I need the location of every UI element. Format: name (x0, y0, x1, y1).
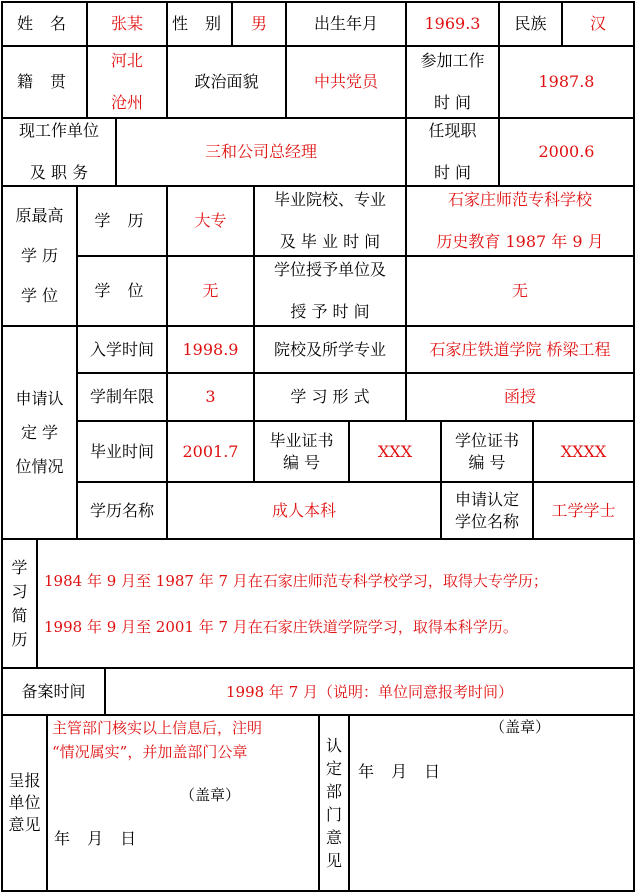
grad-school-label (255, 187, 405, 255)
auth-opinion-char2: 定 (325, 759, 342, 778)
unit-value: 三和公司总经理 (204, 142, 317, 161)
gender-label: 性 别 (171, 14, 228, 33)
grad-time-value: 2001.7 (182, 441, 239, 461)
post-time-label (407, 119, 498, 185)
submit-opinion-line2: 单位 (8, 793, 41, 812)
auth-date: 年 月 日 (358, 762, 447, 781)
entry-time-value: 1998.9 (182, 339, 239, 359)
edu-level-label: 学 历 (94, 211, 150, 230)
edu-name-value: 成人本科 (271, 500, 336, 520)
resume-label-char1: 学 (11, 557, 28, 577)
filing-time-value: 1998 年 7 月（说明：单位同意报考时间） (225, 682, 514, 701)
resume-line-1: 1984 年 9 月至 1987 年 7 月在石家庄师范专科学校学习，取得大专学历； (44, 572, 548, 590)
auth-opinion-char3: 部 (325, 782, 342, 801)
submit-opinion-label (3, 716, 46, 890)
apply-degree-label-line2: 学位名称 (454, 511, 519, 531)
birth-label: 出生年月 (313, 14, 378, 33)
grad-cert-label-line2: 编 号 (282, 452, 321, 472)
ethnic-label: 民族 (514, 14, 547, 33)
native-city: 沧州 (110, 93, 143, 112)
apply-degree-label (442, 483, 532, 538)
degree-grant-label-line1: 学位授予单位及 (273, 260, 386, 279)
submit-opinion-line3: 意见 (8, 815, 41, 834)
degree-cert-label (442, 422, 532, 481)
auth-seal: （盖章） (489, 718, 550, 736)
grad-time-label: 毕业时间 (89, 441, 154, 461)
apply-degree-label-line1: 申请认定 (454, 489, 519, 509)
resume-label-char3: 简 (11, 605, 28, 625)
work-start-value: 1987.8 (538, 72, 595, 91)
apply-label-line3: 位情况 (15, 456, 64, 476)
school-major-value: 石家庄铁道学院 桥梁工程 (429, 339, 611, 359)
submit-seal: （盖章） (179, 786, 240, 804)
post-time-label-line2: 时 间 (433, 163, 472, 182)
resume-line-2: 1998 年 9 月至 2001 年 7 月在石家庄铁道学院学习，取得本科学历。 (44, 618, 518, 636)
auth-opinion-label (320, 716, 348, 890)
filing-time-label: 备案时间 (21, 681, 86, 701)
grad-school-value (407, 187, 633, 255)
grad-school-name: 石家庄师范专科学校 (447, 190, 592, 209)
submit-date: 年 月 日 (54, 829, 143, 848)
study-length-value: 3 (205, 387, 216, 406)
study-length-label: 学制年限 (89, 387, 154, 406)
degree-grant-label-line2: 授 予 时 间 (290, 302, 370, 321)
native-province: 河北 (110, 51, 143, 70)
degree-grant-label (255, 257, 405, 325)
apply-degree-value: 工学学士 (551, 500, 616, 520)
birth-value: 1969.3 (424, 14, 481, 33)
edu-name-label: 学历名称 (89, 500, 154, 520)
school-major-label: 院校及所学专业 (273, 339, 386, 359)
orig-edu-label (3, 187, 76, 325)
name-value: 张某 (110, 14, 143, 33)
orig-edu-label-line2: 学 历 (20, 246, 59, 265)
degree-label: 学 位 (94, 281, 150, 300)
orig-edu-label-line1: 原最高 (15, 206, 64, 225)
native-value (88, 47, 166, 117)
unit-label-line2: 及 职 务 (29, 163, 89, 182)
submit-opinion-line1: 呈报 (8, 771, 41, 790)
grad-school-label-line1: 毕业院校、专业 (273, 190, 386, 209)
resume-label-char2: 习 (11, 581, 28, 601)
degree-cert-value: XXXX (560, 441, 607, 461)
submit-note-line2: “情况属实”，并加盖部门公章 (52, 743, 248, 761)
apply-label-line1: 申请认 (15, 388, 64, 408)
unit-label (3, 119, 115, 185)
name-label: 姓 名 (16, 14, 73, 33)
orig-edu-label-line3: 学 位 (20, 286, 59, 305)
submit-note-line1: 主管部门核实以上信息后，注明 (52, 719, 263, 737)
entry-time-label: 入学时间 (89, 339, 154, 359)
post-time-value: 2000.6 (538, 142, 595, 161)
grad-cert-label-line1: 毕业证书 (269, 430, 334, 450)
resume-label (3, 540, 36, 667)
gender-value: 男 (250, 14, 267, 33)
grad-school-label-line2: 及 毕 业 时 间 (279, 232, 381, 251)
grad-cert-label (255, 422, 348, 481)
grad-school-major-date: 历史教育 1987 年 9 月 (436, 232, 604, 251)
study-mode-label: 学 习 形 式 (290, 387, 370, 406)
grad-cert-value: XXX (377, 441, 413, 461)
ethnic-value: 汉 (589, 14, 606, 33)
degree-cert-label-line1: 学位证书 (454, 430, 519, 450)
post-time-label-line1: 任现职 (428, 121, 477, 140)
auth-opinion-char4: 门 (325, 805, 342, 824)
edu-level-value: 大专 (194, 211, 227, 230)
resume-label-char4: 历 (11, 629, 28, 649)
apply-label (3, 327, 76, 538)
unit-label-line1: 现工作单位 (18, 121, 99, 140)
degree-value: 无 (202, 281, 219, 300)
apply-label-line2: 定 学 (20, 422, 59, 442)
auth-opinion-char1: 认 (325, 736, 342, 755)
native-label: 籍 贯 (16, 72, 73, 91)
auth-opinion-char6: 见 (325, 851, 342, 870)
work-start-label-line2: 时 间 (433, 93, 472, 112)
degree-grant-value: 无 (511, 281, 528, 300)
politics-value: 中共党员 (313, 72, 378, 91)
work-start-label (407, 47, 498, 117)
work-start-label-line1: 参加工作 (420, 51, 485, 70)
degree-cert-label-line2: 编 号 (468, 452, 506, 472)
study-mode-value: 函授 (503, 387, 536, 406)
politics-label: 政治面貌 (194, 72, 259, 91)
auth-opinion-char5: 意 (325, 828, 342, 847)
